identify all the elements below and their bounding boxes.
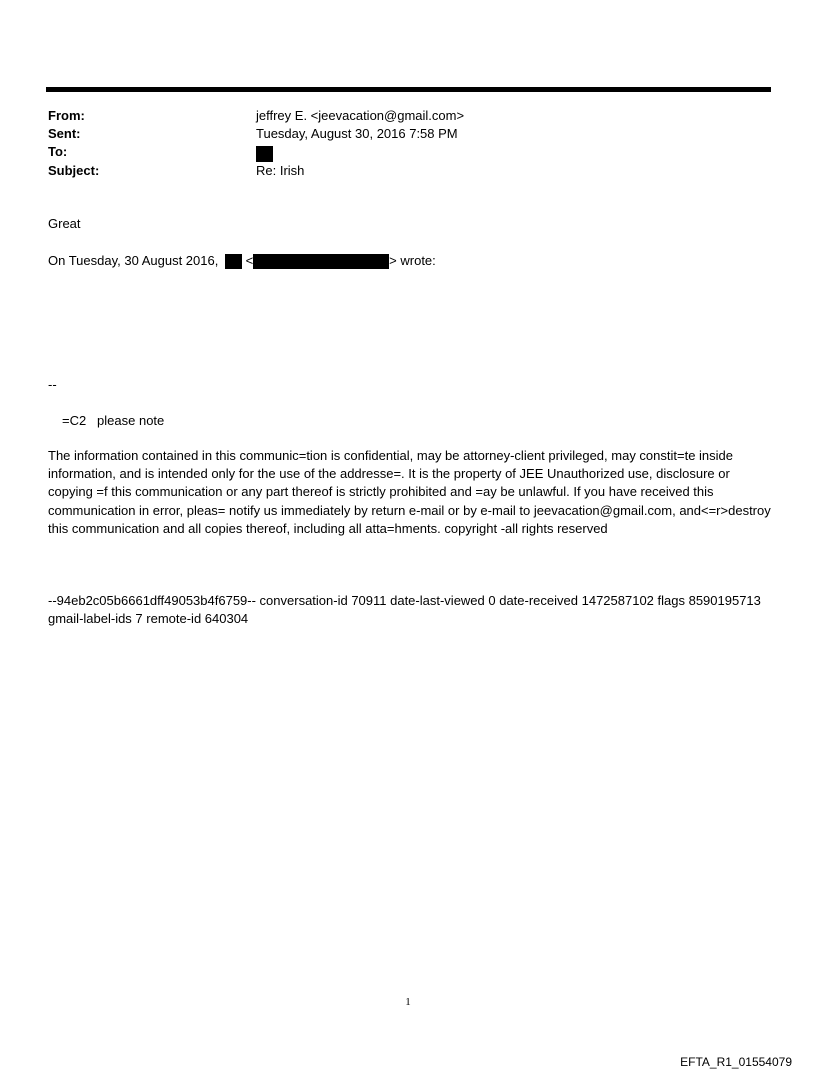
from-value: jeffrey E. <jeevacation@gmail.com> [256, 108, 465, 123]
from-label: From: [48, 108, 85, 123]
quote-prefix: On Tuesday, 30 August 2016, [48, 253, 219, 268]
quote-suffix: > wrote: [389, 253, 436, 268]
subject-label: Subject: [48, 163, 100, 178]
sent-label: Sent: [48, 126, 81, 141]
page-number: 1 [405, 996, 411, 1008]
document-id: EFTA_R1_01554079 [680, 1055, 792, 1069]
subject-row [48, 162, 748, 180]
greeting: Great [48, 216, 81, 231]
signature-separator: -- [48, 377, 57, 392]
sender-email-redaction [253, 254, 389, 269]
quote-line [48, 252, 436, 270]
to-row [48, 143, 748, 161]
note-line: =C2 please note [62, 413, 165, 428]
sent-value: Tuesday, August 30, 2016 7:58 PM [256, 126, 458, 141]
disclaimer-paragraph: The information contained in this communic=tion is confidential, may be attorney-client privileged, may constit=te inside information, and is intended only for the use of the addresse=. It is the property of JEE Unauthorized use, disclosure or copying =f this communication or any part thereof is strictly prohibited and =ay be unlawful. If you have received this communication in error, pleas= notify us immediately by return e-mail or by e-mail to jeevacation@gmail.com, and<=r>destroy this communication and all copies thereof, including all atta=hments. copyright -all rights reserved [48, 448, 771, 536]
header-rule [46, 87, 771, 92]
from-row [48, 107, 748, 125]
to-label: To: [48, 144, 68, 159]
metadata-paragraph: --94eb2c05b6661dff49053b4f6759-- conversation-id 70911 date-last-viewed 0 date-received 1472587102 flags 8590195713 gmail-label-ids 7 remote-id 640304 [48, 593, 761, 627]
to-redaction [256, 146, 273, 162]
quote-lt: < [245, 253, 254, 268]
to-value [256, 144, 273, 162]
subject-value: Re: Irish [256, 163, 305, 178]
sender-name-redaction [225, 254, 242, 269]
sent-row [48, 125, 748, 143]
